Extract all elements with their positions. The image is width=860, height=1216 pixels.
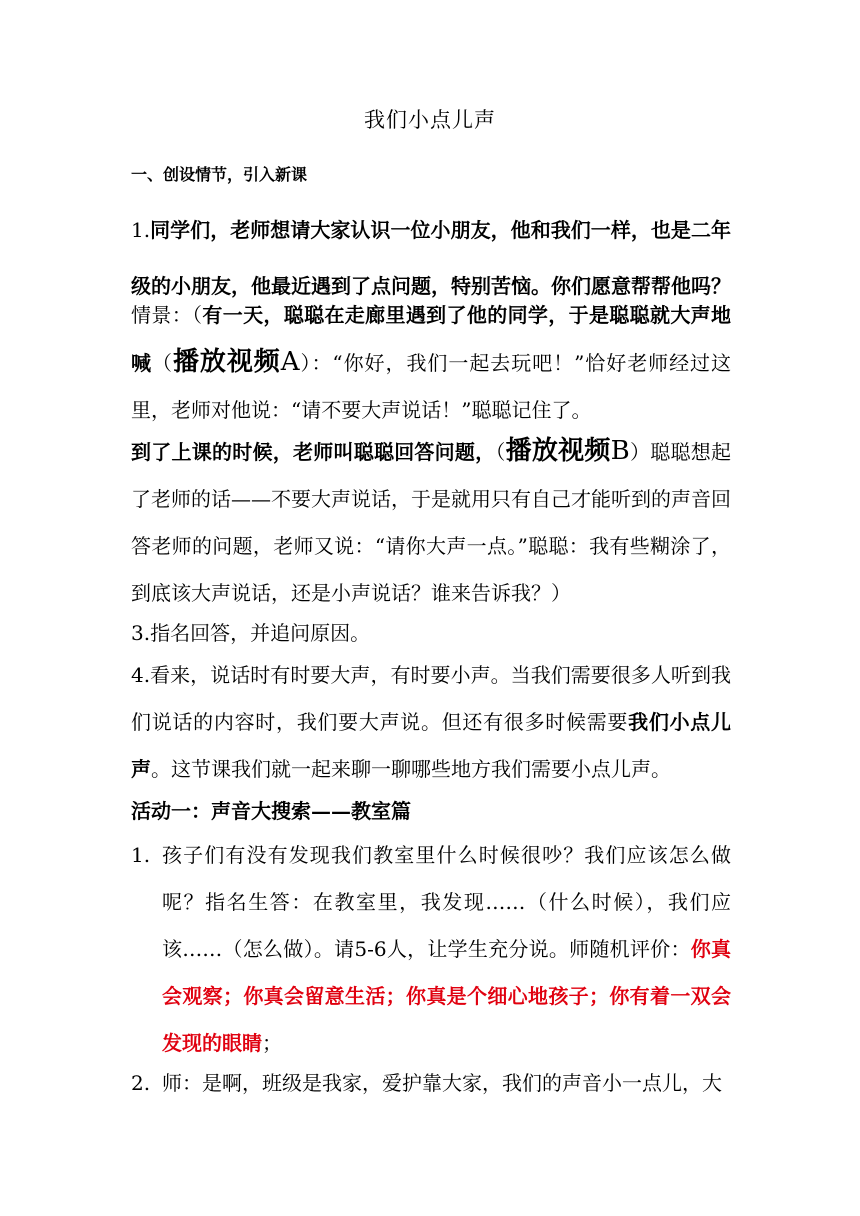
list-item-1 [131,832,731,1067]
class-time-rest-text: ）聪聪想起了老师的话——不要大声说话，于是就用只有自己才能听到的声音回答老师的问题，老师又说：“请你大声一点。”聪聪：我有些糊涂了，到底该大声说话，还是小声说话？谁来告诉我？） [131,440,731,605]
scenario-label: 情景：（ [131,303,203,327]
scenario-bold-text: 有一天，聪聪在走廊里遇到了他的同学，于是聪聪就大声地喊 [131,303,732,375]
scenario-rest-text: ）：“你好，我们一起去玩吧！”恰好老师经过这里，老师对他说：“请不要大声说话！”聪聪记住了。 [131,351,732,422]
activity-heading: 活动一：声音大搜索——教室篇 [131,799,411,823]
paragraph-1-text: 同学们，老师想请大家认识一位小朋友，他和我们一样，也是二年级的小朋友，他最近遇到了点问题，特别苦恼。你们愿意帮帮他吗？ [131,218,731,298]
play-video-b-label: 播放视频 [505,436,611,466]
teacher-praise-red-text: 你真会观察；你真会留意生活；你真是个细心地孩子；你有着一双会发现的眼睛 [162,937,731,1055]
section-heading-intro: 一、创设情节，引入新课 [131,165,308,184]
list-item-2-number: 2. [131,1071,151,1095]
list-item-1-number: 1. [131,843,151,867]
scenario-paren: （ [151,351,173,375]
paragraph-scenario [131,292,731,434]
paragraph-4-text: 4.看来，说话时有时要大声，有时要小声。当我们需要很多人听到我们说话的内容时，我们要大声说。但还有很多时候需要 [131,663,731,734]
video-a-letter: A [280,347,300,377]
list-item-1-end: ； [262,1031,282,1055]
video-b-letter: B [610,436,630,466]
paragraph-4-rest: 。这节课我们就一起来聊一聊哪些地方我们需要小点儿声。 [151,757,671,781]
list-item-2 [131,1060,731,1107]
paragraph-1-number: 1. [131,218,151,242]
play-video-a-label: 播放视频 [172,347,281,377]
paragraph-4-bold: 我们小点儿声 [131,710,732,781]
class-time-paren: （ [495,440,506,464]
paragraph-4 [131,652,731,793]
list-item-1-text: 孩子们有没有发现我们教室里什么时候很吵？我们应该怎么做呢？指名生答：在教室里，我发现……（什么时候），我们应该……（怎么做）。请5-6人，让学生充分说。师随机评价： [162,843,731,961]
document-title: 我们小点儿声 [364,108,496,132]
class-time-bold-text: 到了上课的时候，老师叫聪聪回答问题， [131,440,496,464]
paragraph-class-time [131,428,731,617]
list-item-2-text: 师：是啊，班级是我家，爱护靠大家，我们的声音小一点儿，大 [162,1071,722,1095]
paragraph-3: 3.指名回答，并追问原因。 [131,621,371,645]
